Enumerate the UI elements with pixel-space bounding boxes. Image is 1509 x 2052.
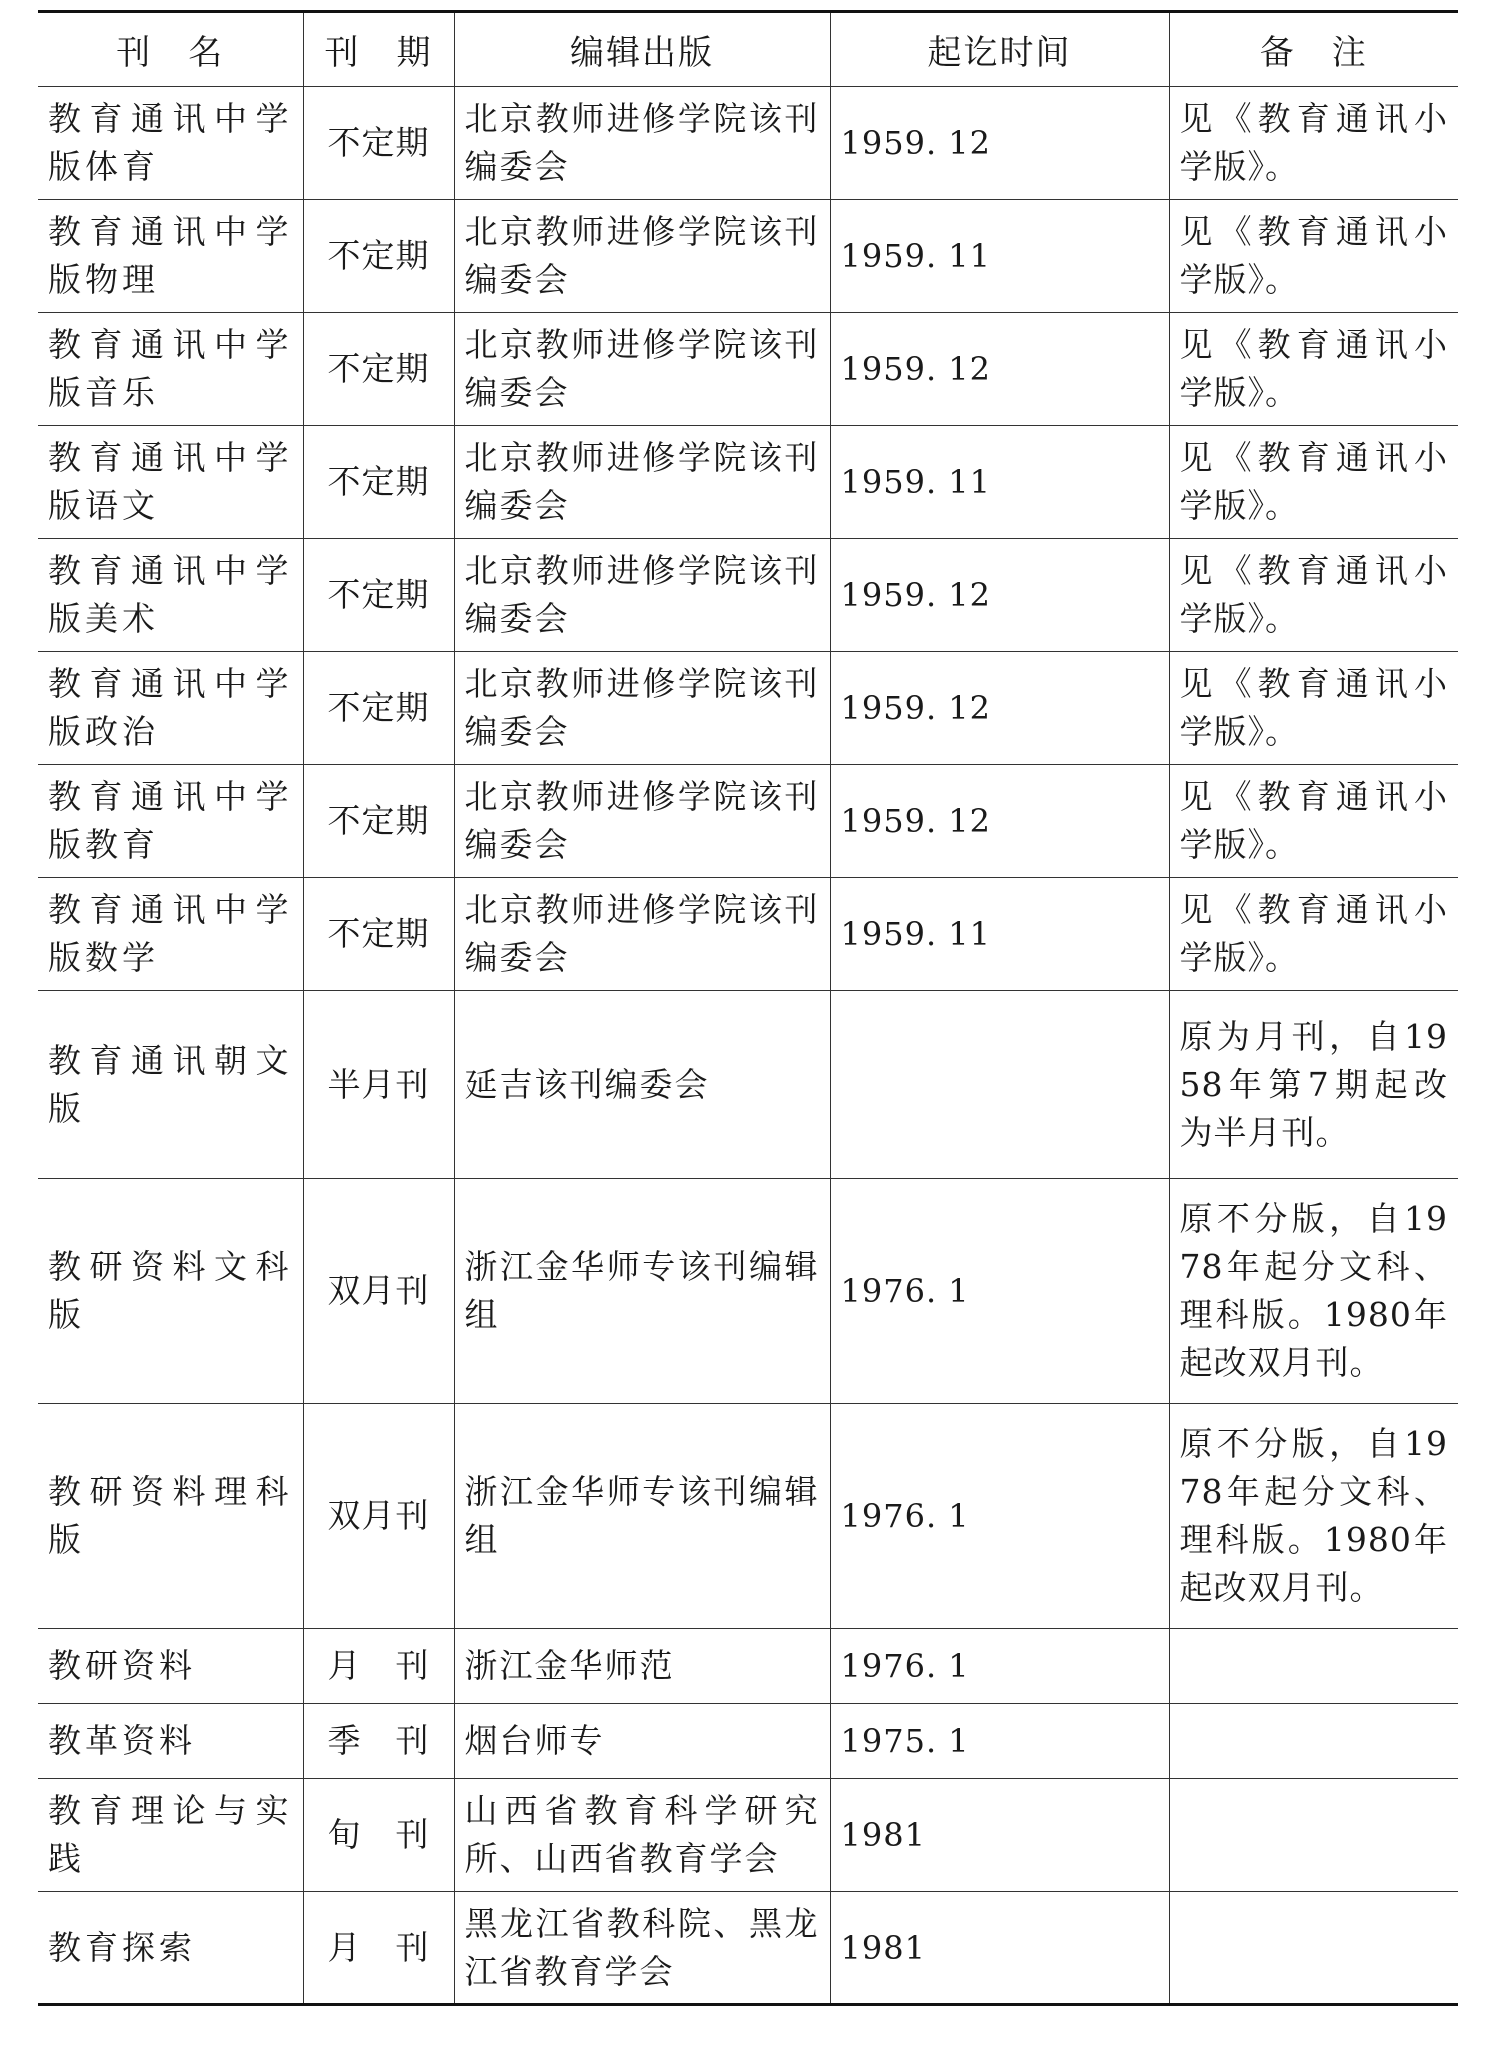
cell-note: 见《教育通讯小学版》。 [1169, 765, 1458, 878]
cell-date: 1959. 11 [830, 426, 1169, 539]
cell-name: 教育探索 [38, 1892, 303, 2005]
cell-period: 不定期 [303, 87, 454, 200]
cell-note [1169, 1704, 1458, 1779]
table-row [38, 1629, 1458, 1704]
cell-name: 教育通讯中学版音乐 [38, 313, 303, 426]
cell-note: 见《教育通讯小学版》。 [1169, 87, 1458, 200]
cell-editor: 北京教师进修学院该刊编委会 [454, 765, 830, 878]
cell-editor: 北京教师进修学院该刊编委会 [454, 652, 830, 765]
header-row [38, 12, 1458, 87]
cell-name: 教育理论与实践 [38, 1779, 303, 1892]
cell-period: 不定期 [303, 426, 454, 539]
cell-date: 1959. 12 [830, 652, 1169, 765]
cell-period: 不定期 [303, 313, 454, 426]
cell-name: 教育通讯中学版语文 [38, 426, 303, 539]
cell-note: 见《教育通讯小学版》。 [1169, 652, 1458, 765]
cell-date: 1959. 11 [830, 200, 1169, 313]
cell-date: 1976. 1 [830, 1179, 1169, 1404]
cell-editor: 北京教师进修学院该刊编委会 [454, 878, 830, 991]
cell-date: 1959. 11 [830, 878, 1169, 991]
cell-date: 1959. 12 [830, 313, 1169, 426]
cell-note [1169, 1629, 1458, 1704]
cell-note: 原不分版，自1978年起分文科、理科版。1980年起改双月刊。 [1169, 1404, 1458, 1629]
cell-period: 双月刊 [303, 1404, 454, 1629]
cell-period: 不定期 [303, 652, 454, 765]
cell-note: 见《教育通讯小学版》。 [1169, 539, 1458, 652]
cell-name: 教育通讯中学版教育 [38, 765, 303, 878]
cell-period: 半月刊 [303, 991, 454, 1179]
cell-name: 教研资料文科版 [38, 1179, 303, 1404]
cell-name: 教研资料 [38, 1629, 303, 1704]
cell-period: 不定期 [303, 539, 454, 652]
cell-name: 教育通讯朝文版 [38, 991, 303, 1179]
cell-date: 1981 [830, 1779, 1169, 1892]
cell-note: 见《教育通讯小学版》。 [1169, 878, 1458, 991]
cell-period: 季 刊 [303, 1704, 454, 1779]
cell-note: 原为月刊，自1958年第7期起改为半月刊。 [1169, 991, 1458, 1179]
table-row [38, 991, 1458, 1179]
table-row [38, 1779, 1458, 1892]
cell-date: 1976. 1 [830, 1404, 1169, 1629]
cell-date: 1959. 12 [830, 539, 1169, 652]
cell-note: 见《教育通讯小学版》。 [1169, 313, 1458, 426]
header-note: 备 注 [1169, 12, 1458, 87]
cell-period: 不定期 [303, 765, 454, 878]
cell-date: 1976. 1 [830, 1629, 1169, 1704]
cell-period: 月 刊 [303, 1629, 454, 1704]
cell-name: 教研资料理科版 [38, 1404, 303, 1629]
cell-period: 不定期 [303, 878, 454, 991]
cell-name: 教革资料 [38, 1704, 303, 1779]
cell-editor: 山西省教育科学研究所、山西省教育学会 [454, 1779, 830, 1892]
cell-note: 见《教育通讯小学版》。 [1169, 426, 1458, 539]
cell-date: 1975. 1 [830, 1704, 1169, 1779]
cell-date: 1959. 12 [830, 87, 1169, 200]
cell-date: 1959. 12 [830, 765, 1169, 878]
cell-period: 不定期 [303, 200, 454, 313]
table-row [38, 765, 1458, 878]
cell-name: 教育通讯中学版数学 [38, 878, 303, 991]
cell-note: 见《教育通讯小学版》。 [1169, 200, 1458, 313]
header-name: 刊 名 [38, 12, 303, 87]
cell-date [830, 991, 1169, 1179]
cell-editor: 北京教师进修学院该刊编委会 [454, 426, 830, 539]
cell-editor: 北京教师进修学院该刊编委会 [454, 200, 830, 313]
page [38, 10, 1458, 2006]
table-row [38, 1404, 1458, 1629]
cell-note: 原不分版，自1978年起分文科、理科版。1980年起改双月刊。 [1169, 1179, 1458, 1404]
header-period: 刊 期 [303, 12, 454, 87]
cell-editor: 浙江金华师专该刊编辑组 [454, 1179, 830, 1404]
cell-editor: 黑龙江省教科院、黑龙江省教育学会 [454, 1892, 830, 2005]
table-row [38, 1704, 1458, 1779]
table-row [38, 87, 1458, 200]
cell-note [1169, 1892, 1458, 2005]
table-row [38, 1179, 1458, 1404]
cell-period: 旬 刊 [303, 1779, 454, 1892]
table-row [38, 878, 1458, 991]
header-editor: 编辑出版 [454, 12, 830, 87]
table-row [38, 1892, 1458, 2005]
cell-editor: 浙江金华师范 [454, 1629, 830, 1704]
cell-editor: 北京教师进修学院该刊编委会 [454, 539, 830, 652]
cell-period: 月 刊 [303, 1892, 454, 2005]
cell-name: 教育通讯中学版政治 [38, 652, 303, 765]
cell-name: 教育通讯中学版美术 [38, 539, 303, 652]
cell-name: 教育通讯中学版物理 [38, 200, 303, 313]
cell-editor: 北京教师进修学院该刊编委会 [454, 87, 830, 200]
table-row [38, 426, 1458, 539]
table-row [38, 313, 1458, 426]
cell-editor: 北京教师进修学院该刊编委会 [454, 313, 830, 426]
header-date: 起讫时间 [830, 12, 1169, 87]
cell-note [1169, 1779, 1458, 1892]
cell-date: 1981 [830, 1892, 1169, 2005]
table-row [38, 539, 1458, 652]
table-row [38, 200, 1458, 313]
periodicals-table [38, 10, 1458, 2006]
cell-editor: 浙江金华师专该刊编辑组 [454, 1404, 830, 1629]
table-row [38, 652, 1458, 765]
cell-name: 教育通讯中学版体育 [38, 87, 303, 200]
cell-editor: 延吉该刊编委会 [454, 991, 830, 1179]
cell-period: 双月刊 [303, 1179, 454, 1404]
cell-editor: 烟台师专 [454, 1704, 830, 1779]
